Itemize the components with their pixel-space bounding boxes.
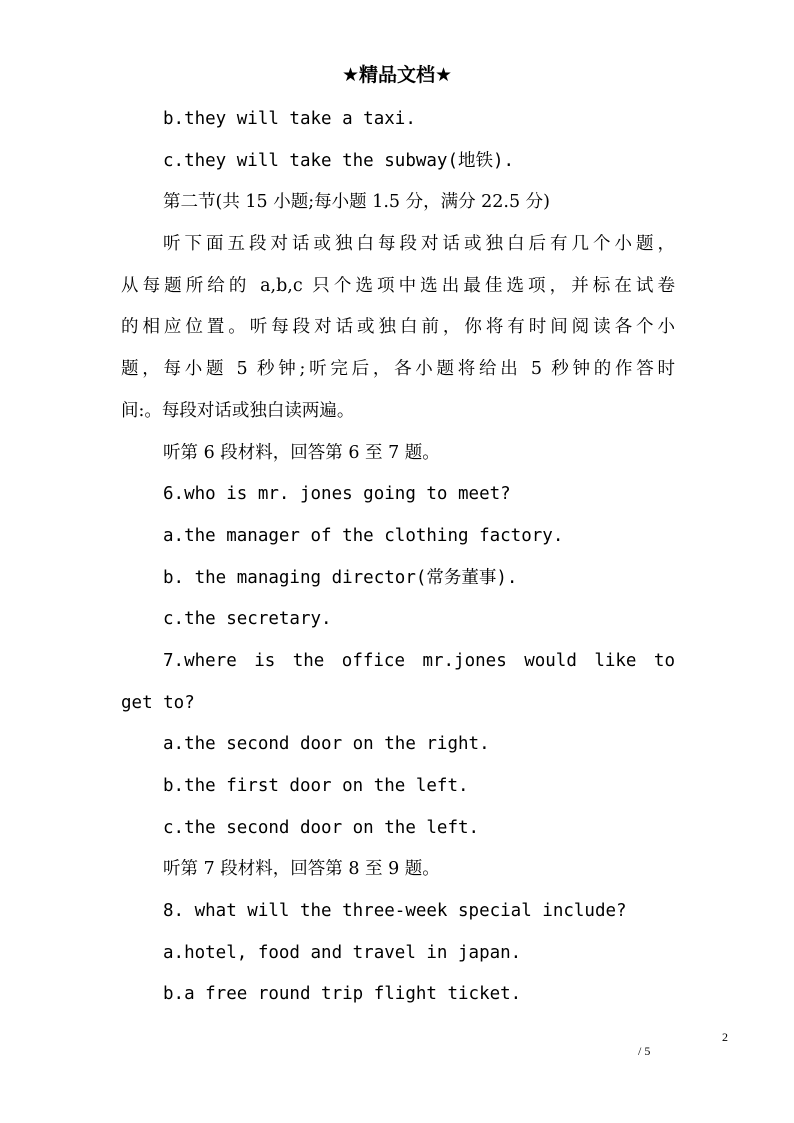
text-line: c.they will take the subway(地铁).: [163, 150, 515, 171]
instruction-line: 的相应位置。听每段对话或独白前，你将有时间阅读各个小: [121, 317, 675, 338]
document-body: [121, 99, 675, 1016]
option-line: a.the manager of the clothing factory.: [163, 525, 564, 546]
question-line: 7.where is the office mr.jones would like to: [163, 650, 675, 671]
option-line: b.a free round trip flight ticket.: [163, 984, 522, 1005]
option-line: b. the managing director(常务董事).: [163, 567, 518, 588]
document-header: ★精品文档★: [341, 64, 453, 86]
option-line: c.the secretary.: [163, 609, 332, 630]
option-line: a.hotel, food and travel in japan.: [163, 942, 522, 963]
instruction-line: 题，每小题 5 秒钟;听完后，各小题将给出 5 秒钟的作答时: [121, 359, 675, 380]
material-heading: 听第 6 段材料，回答第 6 至 7 题。: [163, 442, 440, 463]
page-number: 2: [722, 1030, 728, 1044]
option-line: a.the second door on the right.: [163, 734, 490, 755]
text-line: b.they will take a taxi.: [163, 109, 416, 129]
question-line: get to?: [121, 692, 195, 713]
page-total: / 5: [638, 1044, 651, 1058]
question-line: 6.who is mr. jones going to meet?: [163, 484, 511, 505]
section-heading: 第二节(共 15 小题;每小题 1.5 分，满分 22.5 分): [163, 192, 550, 213]
option-line: c.the second door on the left.: [163, 817, 480, 838]
option-line: b.the first door on the left.: [163, 776, 469, 796]
instruction-line: 从每题所给的 a,b,c 只个选项中选出最佳选项，并标在试卷: [121, 275, 675, 296]
instruction-line: 听下面五段对话或独白每段对话或独白后有几个小题，: [163, 234, 675, 255]
material-heading: 听第 7 段材料，回答第 8 至 9 题。: [163, 859, 440, 880]
instruction-line: 间:。每段对话或独白读两遍。: [121, 400, 355, 421]
question-line: 8. what will the three-week special include?: [163, 901, 627, 922]
